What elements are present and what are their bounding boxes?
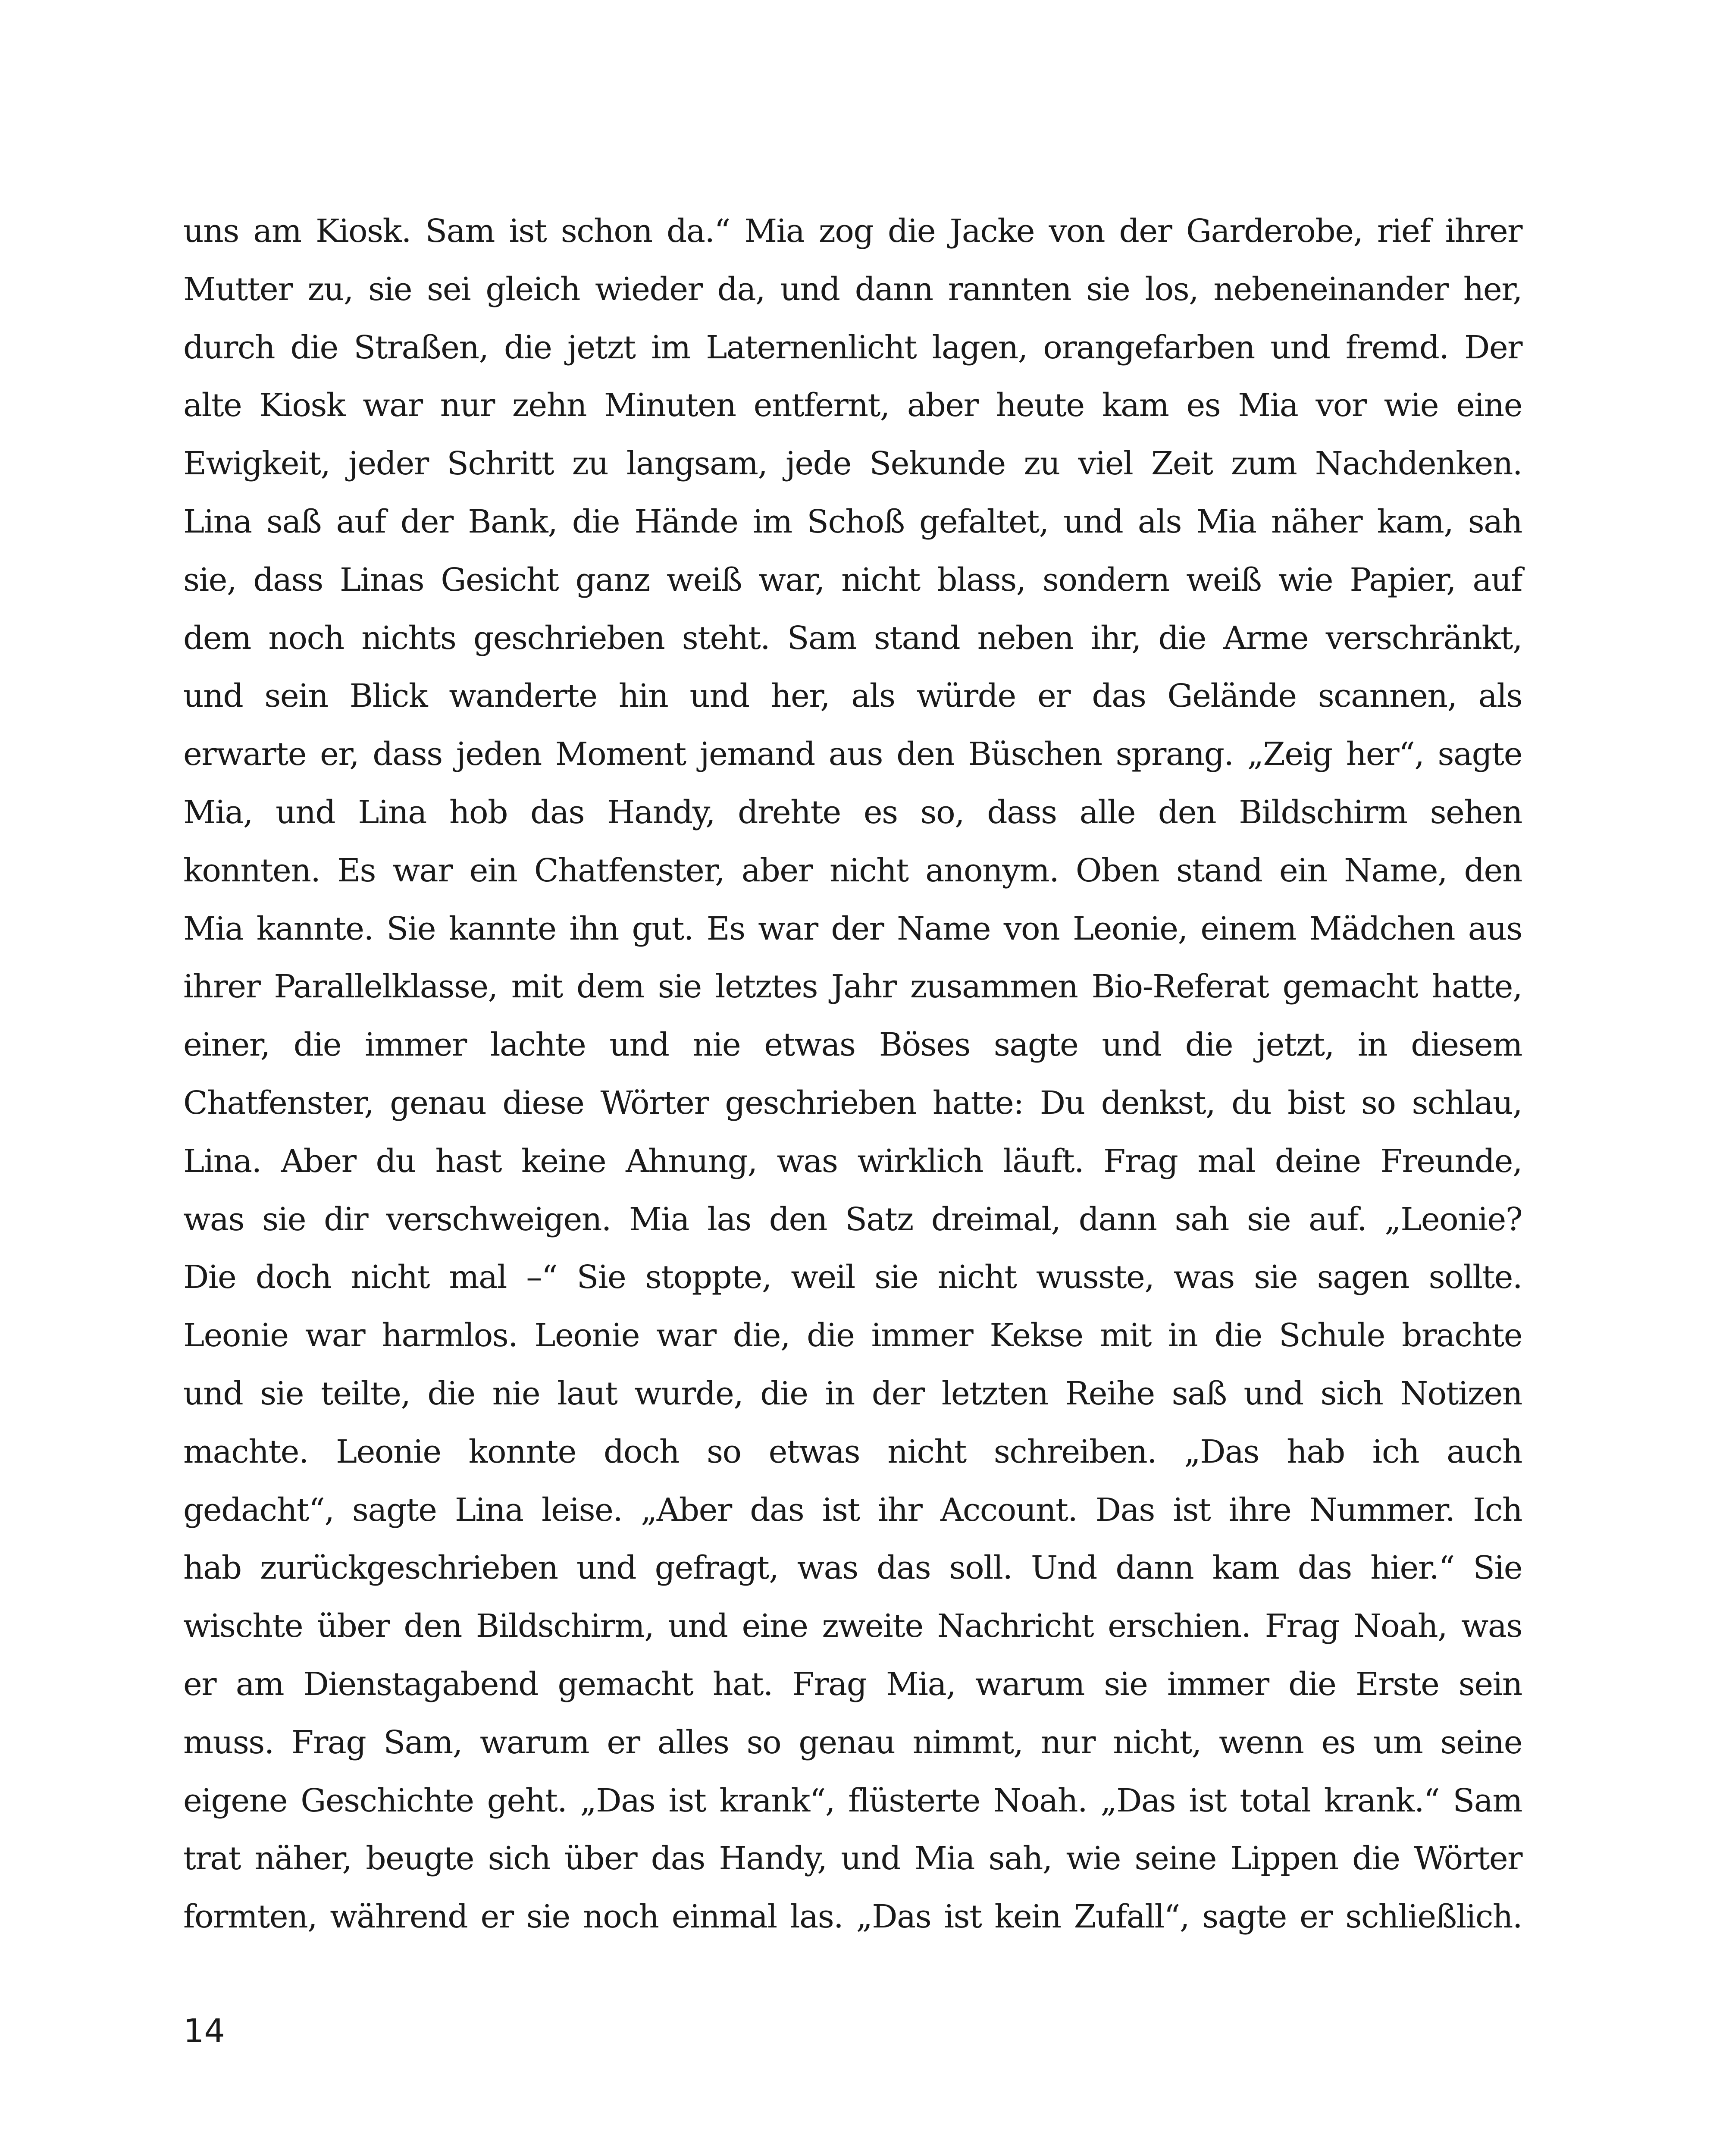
text-line: und sein Blick wanderte hin und her, als würde er das Gelände scannen, als: [183, 677, 1522, 715]
text-line: ihrer Parallelklasse, mit dem sie letztes Jahr zusammen Bio-Referat gemacht hatte,: [183, 968, 1522, 1006]
text-line: konnten. Es war ein Chatfenster, aber nicht anonym. Oben stand ein Name, den: [183, 852, 1522, 889]
text-line: was sie dir verschweigen. Mia las den Satz dreimal, dann sah sie auf. „Leonie?: [183, 1200, 1522, 1238]
text-line: und sie teilte, die nie laut wurde, die in der letzten Reihe saß und sich Notizen: [183, 1375, 1522, 1412]
body-text: [183, 202, 1522, 1946]
text-line: muss. Frag Sam, warum er alles so genau nimmt, nur nicht, wenn es um seine: [183, 1724, 1522, 1761]
text-line: Mia, und Lina hob das Handy, drehte es so, dass alle den Bildschirm sehen: [183, 793, 1522, 831]
text-line: eigene Geschichte geht. „Das ist krank“, flüsterte Noah. „Das ist total krank.“ Sam: [183, 1782, 1522, 1819]
text-line: er am Dienstagabend gemacht hat. Frag Mia, warum sie immer die Erste sein: [183, 1665, 1522, 1703]
text-line: Leonie war harmlos. Leonie war die, die immer Kekse mit in die Schule brachte: [183, 1317, 1522, 1354]
text-line: Lina saß auf der Bank, die Hände im Schoß gefaltet, und als Mia näher kam, sah: [183, 503, 1522, 540]
text-line: uns am Kiosk. Sam ist schon da.“ Mia zog die Jacke von der Garderobe, rief ihrer: [183, 213, 1522, 250]
text-line: gedacht“, sagte Lina leise. „Aber das ist ihr Account. Das ist ihre Nummer. Ich: [183, 1491, 1522, 1529]
text-line: alte Kiosk war nur zehn Minuten entfernt, aber heute kam es Mia vor wie eine: [183, 387, 1522, 424]
text-line: einer, die immer lachte und nie etwas Böses sagte und die jetzt, in diesem: [183, 1026, 1522, 1064]
text-line: Lina. Aber du hast keine Ahnung, was wirklich läuft. Frag mal deine Freunde,: [183, 1142, 1522, 1180]
text-line: Chatfenster, genau diese Wörter geschrieben hatte: Du denkst, du bist so schlau,: [183, 1084, 1522, 1122]
text-line: dem noch nichts geschrieben steht. Sam stand neben ihr, die Arme verschränkt,: [183, 619, 1522, 657]
page-number: 14: [183, 2012, 225, 2050]
text-line: Mia kannte. Sie kannte ihn gut. Es war der Name von Leonie, einem Mädchen aus: [183, 910, 1522, 947]
text-line: machte. Leonie konnte doch so etwas nicht schreiben. „Das hab ich auch: [183, 1433, 1522, 1470]
text-line: formten, während er sie noch einmal las. „Das ist kein Zufall“, sagte er schließlich.: [183, 1898, 1522, 1936]
text-line: hab zurückgeschrieben und gefragt, was das soll. Und dann kam das hier.“ Sie: [183, 1549, 1522, 1587]
text-line: Die doch nicht mal –“ Sie stoppte, weil sie nicht wusste, was sie sagen sollte.: [183, 1259, 1522, 1296]
text-line: durch die Straßen, die jetzt im Laternenlicht lagen, orangefarben und fremd. Der: [183, 329, 1522, 366]
text-line: sie, dass Linas Gesicht ganz weiß war, nicht blass, sondern weiß wie Papier, auf: [183, 561, 1522, 599]
text-line: erwarte er, dass jeden Moment jemand aus den Büschen sprang. „Zeig her“, sagte: [183, 736, 1522, 773]
text-line: trat näher, beugte sich über das Handy, und Mia sah, wie seine Lippen die Wörter: [183, 1840, 1522, 1877]
text-line: Mutter zu, sie sei gleich wieder da, und dann rannten sie los, nebeneinander her,: [183, 270, 1522, 308]
text-line: Ewigkeit, jeder Schritt zu langsam, jede Sekunde zu viel Zeit zum Nachdenken.: [183, 445, 1522, 483]
text-line: wischte über den Bildschirm, und eine zweite Nachricht erschien. Frag Noah, was: [183, 1608, 1522, 1645]
